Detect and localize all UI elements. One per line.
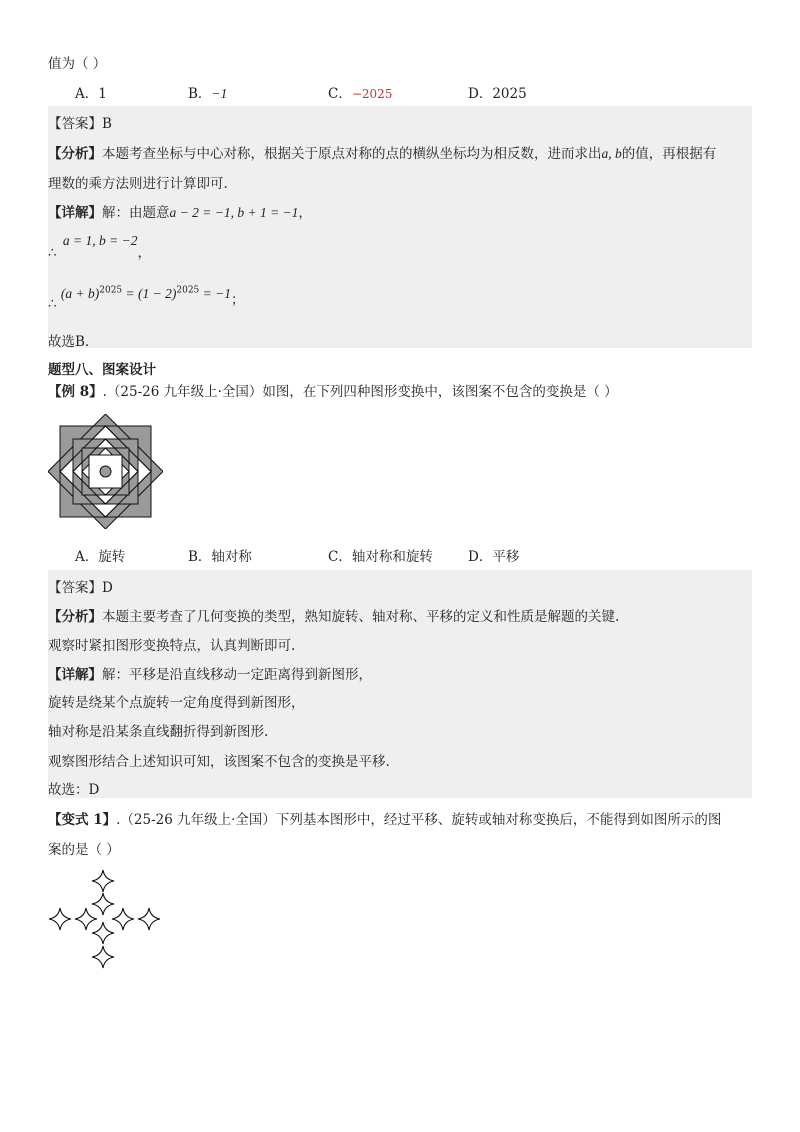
q7-analysis-tag: 【分析】 <box>48 146 102 162</box>
q8-analysis-tag: 【分析】 <box>48 609 102 625</box>
q8-option-c: C．轴对称和旋转 <box>328 549 433 565</box>
q7-analysis-text-a: 本题考查坐标与中心对称，根据关于原点对称的点的横纵坐标均为相反数，进而求出 <box>102 146 602 162</box>
q8-option-d: D．平移 <box>468 549 520 565</box>
rotated-squares-figure <box>48 414 163 529</box>
q7-detail-line-2 <box>48 229 151 261</box>
q8-analysis-line-1 <box>48 605 619 625</box>
q7-option-a: A．1 <box>75 86 107 102</box>
q7-stem-tail: 值为（ ） <box>48 56 107 72</box>
q8-option-a: A．旋转 <box>75 549 126 565</box>
figure-center-circle <box>100 466 111 477</box>
star-icon-right <box>112 908 134 930</box>
q7-values-end: ， <box>137 245 151 261</box>
q7-option-c-label: C． <box>328 86 352 102</box>
q8-stem-text: .（25-26 九年级上·全国）如图，在下列四种图形变换中，该图案不包含的变换是（ ） <box>102 384 618 400</box>
q8-detail-line-1 <box>48 663 372 683</box>
v1-stem-line-1 <box>48 808 721 828</box>
four-point-star-pattern <box>48 868 163 970</box>
star-icon-lower-middle <box>92 922 114 944</box>
q8-detail-line-4: 观察图形结合上述知识可知，该图案不包含的变换是平移. <box>48 754 390 770</box>
q7-detail-line-3 <box>48 282 245 312</box>
star-icon-top <box>92 870 114 892</box>
q7-exponent-1: 2025 <box>99 285 123 296</box>
q7-option-c-value: −2025 <box>351 87 393 101</box>
q7-exponent-2: 2025 <box>176 285 200 296</box>
q8-conclusion: 故选：D <box>48 782 100 798</box>
q8-answer: 【答案】D <box>48 580 113 596</box>
therefore-symbol-2: ∴ <box>48 296 57 312</box>
therefore-symbol: ∴ <box>48 245 57 261</box>
q7-option-c <box>328 82 392 102</box>
q7-power-end: ； <box>231 292 245 308</box>
q7-analysis-text-b: 的值，再根据有 <box>621 146 717 162</box>
star-icon-upper-middle <box>92 893 114 915</box>
q8-detail-line-3: 轴对称是沿某条直线翻折得到新图形. <box>48 724 269 740</box>
v1-tag: 【变式 1】 <box>48 812 117 828</box>
q7-values: a = 1, b = −2 <box>62 233 138 248</box>
q7-option-b-label: B． <box>188 86 212 102</box>
q8-stem <box>48 380 618 400</box>
q7-power-result: = −1 <box>199 286 232 301</box>
q8-analysis-line-2: 观察时紧扣图形变换特点，认真判断即可. <box>48 638 296 654</box>
star-icon-left <box>75 908 97 930</box>
q7-answer: 【答案】B <box>48 116 112 132</box>
star-icon-far-left <box>49 908 71 930</box>
q7-conclusion: 故选B. <box>48 334 90 350</box>
q8-detail-line-2: 旋转是绕某个点旋转一定角度得到新图形， <box>48 695 305 711</box>
section-title: 题型八、图案设计 <box>48 362 156 378</box>
q7-option-b-value: −1 <box>211 86 228 101</box>
q8-tag: 【例 8】 <box>48 384 103 400</box>
q7-analysis-vars: a, b <box>601 146 622 161</box>
q7-option-d: D．2025 <box>468 86 527 102</box>
q8-option-b: B．轴对称 <box>188 549 252 565</box>
q8-analysis-text: 本题主要考查了几何变换的类型，熟知旋转、轴对称、平移的定义和性质是解题的关键. <box>102 609 620 625</box>
star-icon-bottom <box>92 946 114 968</box>
q7-analysis-line-2: 理数的乘方法则进行计算即可. <box>48 176 228 192</box>
v1-stem-line-2: 案的是（ ） <box>48 842 120 858</box>
q7-detail-end: ， <box>298 205 312 221</box>
q7-detail-line-1 <box>48 201 312 221</box>
q7-detail-tag: 【详解】 <box>48 205 102 221</box>
q7-power-base: (a + b) <box>60 286 100 301</box>
q7-analysis-line-1 <box>48 142 716 162</box>
q7-detail-text: 解：由题意 <box>102 205 170 221</box>
q7-power-mid: = (1 − 2) <box>122 286 177 301</box>
q8-detail-tag: 【详解】 <box>48 667 102 683</box>
q8-detail-text: 解：平移是沿直线移动一定距离得到新图形， <box>102 667 372 683</box>
v1-stem-text: .（25-26 九年级上·全国）下列基本图形中，经过平移、旋转或轴对称变换后，不能得到如图所示的图 <box>116 812 722 828</box>
q7-detail-equation: a − 2 = −1, b + 1 = −1 <box>169 205 299 220</box>
star-icon-far-right <box>138 908 160 930</box>
q7-option-b <box>188 82 227 102</box>
